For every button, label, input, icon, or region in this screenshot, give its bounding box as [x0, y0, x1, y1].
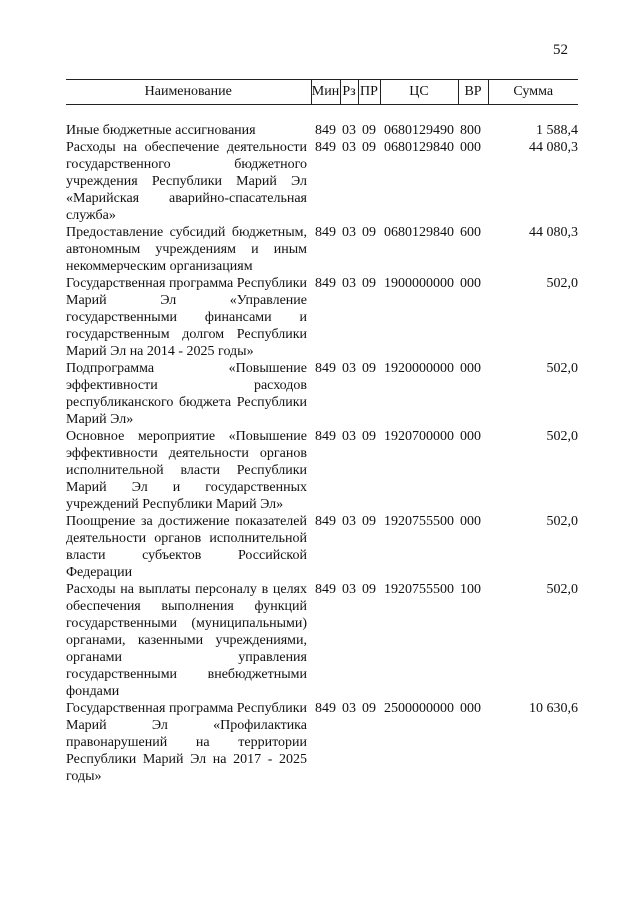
header-vr: ВР — [458, 80, 488, 105]
cell-cs: 0680129840 — [384, 225, 454, 240]
cell-name: Государственная программа Республики Марий Эл «Управление государственными финансами и государственным долгом Республики Марий Эл на 2014 - 2025 годы» — [66, 276, 307, 359]
cell-rz: 03 — [342, 701, 356, 716]
budget-table-container — [66, 79, 578, 785]
cell-name: Расходы на обеспечение деятельности государственного бюджетного учреждения Республики Марий Эл «Марийская аварийно-спасательная служба» — [66, 140, 307, 223]
cell-sum: 502,0 — [546, 429, 578, 444]
cell-cs: 1920000000 — [384, 361, 454, 376]
cell-pr: 09 — [362, 361, 376, 376]
table-row — [66, 700, 578, 785]
cell-rz: 03 — [342, 429, 356, 444]
cell-min: 849 — [315, 514, 336, 529]
cell-rz: 03 — [342, 361, 356, 376]
header-name: Наименование — [66, 80, 311, 105]
cell-sum: 502,0 — [546, 361, 578, 376]
cell-name: Предоставление субсидий бюджетным, автономным учреждениям и иным некоммерческим организациям — [66, 225, 307, 274]
cell-vr: 000 — [460, 429, 481, 444]
cell-cs: 2500000000 — [384, 701, 454, 716]
budget-table — [66, 79, 578, 785]
cell-name: Государственная программа Республики Марий Эл «Профилактика правонарушений на территории Республики Марий Эл на 2017 - 2025 годы» — [66, 701, 307, 784]
cell-cs: 0680129840 — [384, 140, 454, 155]
cell-cs: 0680129490 — [384, 123, 454, 138]
cell-min: 849 — [315, 429, 336, 444]
cell-pr: 09 — [362, 276, 376, 291]
cell-min: 849 — [315, 701, 336, 716]
cell-pr: 09 — [362, 701, 376, 716]
header-min: Мин — [311, 80, 340, 105]
cell-vr: 000 — [460, 361, 481, 376]
table-row — [66, 581, 578, 700]
page-number: 52 — [553, 42, 568, 58]
cell-sum: 44 080,3 — [529, 225, 578, 240]
table-header-row — [66, 80, 578, 105]
cell-sum: 10 630,6 — [529, 701, 578, 716]
cell-rz: 03 — [342, 582, 356, 597]
cell-rz: 03 — [342, 140, 356, 155]
cell-min: 849 — [315, 140, 336, 155]
cell-rz: 03 — [342, 225, 356, 240]
cell-vr: 000 — [460, 514, 481, 529]
cell-rz: 03 — [342, 514, 356, 529]
table-row — [66, 139, 578, 224]
cell-min: 849 — [315, 225, 336, 240]
cell-name: Подпрограмма «Повышение эффективности расходов республиканского бюджета Республики Марий Эл» — [66, 361, 307, 427]
cell-rz: 03 — [342, 123, 356, 138]
cell-name: Основное мероприятие «Повышение эффективности деятельности органов исполнительной власти Республики Марий Эл и государственных учреждений Республики Марий Эл» — [66, 429, 307, 512]
cell-sum: 1 588,4 — [536, 123, 578, 138]
header-pr: ПР — [358, 80, 380, 105]
cell-cs: 1900000000 — [384, 276, 454, 291]
cell-pr: 09 — [362, 429, 376, 444]
cell-min: 849 — [315, 123, 336, 138]
table-row — [66, 428, 578, 513]
table-row — [66, 513, 578, 581]
cell-pr: 09 — [362, 225, 376, 240]
cell-name: Расходы на выплаты персоналу в целях обеспечения выполнения функций государственными (муниципальными) органами, казенными учреждениями, органами управления государственными внебюджетными фондами — [66, 582, 307, 699]
header-rz: Рз — [340, 80, 358, 105]
cell-vr: 100 — [460, 582, 481, 597]
table-row — [66, 275, 578, 360]
cell-vr: 600 — [460, 225, 481, 240]
cell-min: 849 — [315, 361, 336, 376]
cell-cs: 1920755500 — [384, 582, 454, 597]
cell-vr: 800 — [460, 123, 481, 138]
cell-pr: 09 — [362, 582, 376, 597]
cell-sum: 502,0 — [546, 514, 578, 529]
cell-name: Поощрение за достижение показателей деятельности органов исполнительной власти субъектов Российской Федерации — [66, 514, 307, 580]
header-cs: ЦС — [380, 80, 458, 105]
cell-rz: 03 — [342, 276, 356, 291]
table-row — [66, 224, 578, 275]
cell-pr: 09 — [362, 123, 376, 138]
cell-sum: 502,0 — [546, 582, 578, 597]
cell-min: 849 — [315, 582, 336, 597]
header-spacer — [66, 105, 578, 123]
cell-sum: 44 080,3 — [529, 140, 578, 155]
table-body — [66, 105, 578, 786]
cell-vr: 000 — [460, 140, 481, 155]
cell-pr: 09 — [362, 140, 376, 155]
cell-vr: 000 — [460, 276, 481, 291]
cell-sum: 502,0 — [546, 276, 578, 291]
table-row — [66, 360, 578, 428]
cell-pr: 09 — [362, 514, 376, 529]
cell-cs: 1920755500 — [384, 514, 454, 529]
cell-name: Иные бюджетные ассигнования — [66, 123, 256, 138]
cell-min: 849 — [315, 276, 336, 291]
cell-cs: 1920700000 — [384, 429, 454, 444]
cell-vr: 000 — [460, 701, 481, 716]
header-sum: Сумма — [488, 80, 578, 105]
table-row — [66, 122, 578, 139]
